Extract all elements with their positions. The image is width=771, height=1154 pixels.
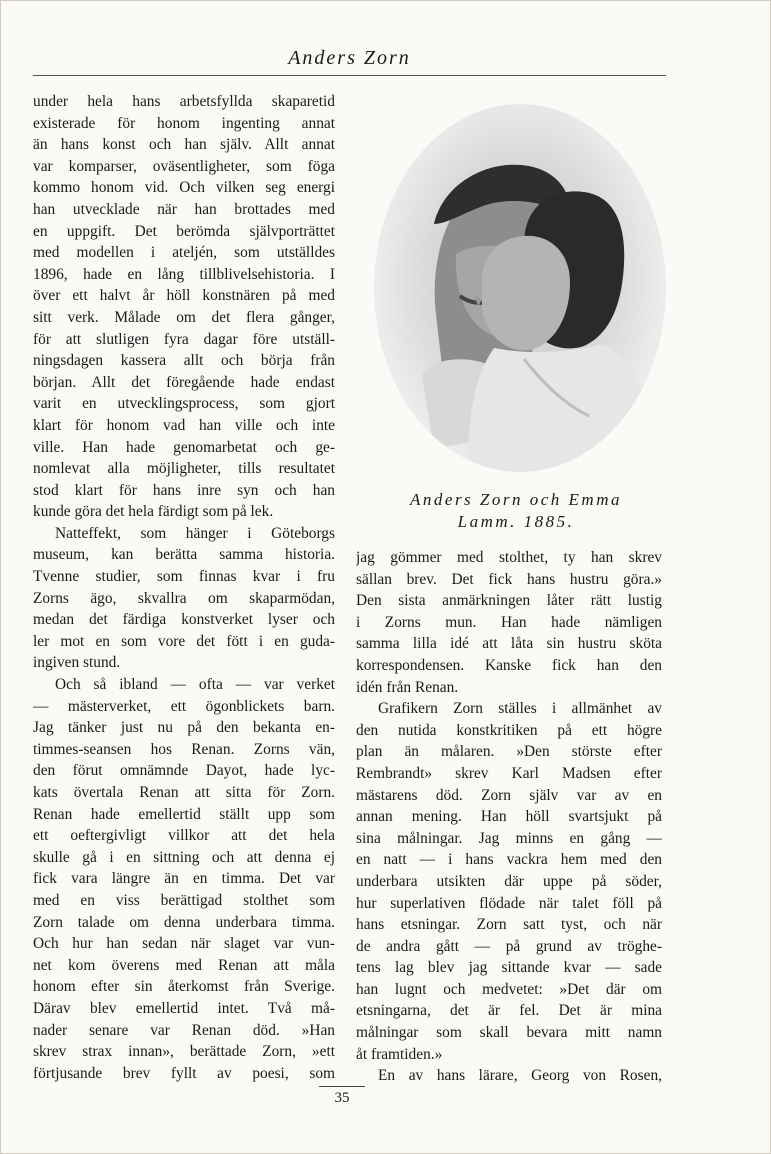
text-line: varit en utvecklingsprocess, som gjort xyxy=(33,395,335,413)
text-line: med modellen i ateljén, som utställdes xyxy=(33,244,335,262)
text-line: annan mening. Han höll svartsjukt på xyxy=(356,808,662,826)
text-line: en natt — i hans vackra hem med den xyxy=(356,851,662,869)
text-line: — mästerverket, ett ögonblickets barn. xyxy=(33,697,335,715)
text-line: han utvecklade när han brottades med xyxy=(33,200,335,218)
text-line: Den sista anmärkningen låter rätt lustig xyxy=(356,592,662,610)
portrait-photo xyxy=(374,104,666,472)
text-line: existerade för honom ingenting annat xyxy=(33,114,335,132)
text-line: sällan brev. Det fick hans hustru göra.» xyxy=(356,570,662,588)
text-line: Jag tänker just nu på den bekanta en- xyxy=(33,719,335,737)
text-line: underbara utsikten där uppe på söder, xyxy=(356,872,662,890)
text-line: ler mot en som vore det fött i en guda- xyxy=(33,632,335,650)
header-rule xyxy=(33,75,666,76)
text-line: medan det färdiga konstverket lyser och xyxy=(33,611,335,629)
text-line: museum, kan berätta samma historia. xyxy=(33,546,335,564)
text-line: åt framtiden.» xyxy=(356,1045,443,1063)
text-line: en uppgift. Det berömda självporträttet xyxy=(33,222,335,240)
text-line: han lugnt och medvetet: »Det där om xyxy=(356,980,662,998)
text-line: klart för honom vad han ville och inte xyxy=(33,416,335,434)
text-line: Därav blev emellertid intet. Två må- xyxy=(33,999,335,1017)
text-line: i Zorns mun. Han hade nämligen xyxy=(356,613,662,631)
text-line: den nutida konstkritiken på ett högre xyxy=(356,721,662,739)
left-text-column xyxy=(33,91,335,1084)
text-line: nomlevat alla möjligheter, tills resultatet xyxy=(33,460,335,478)
text-line: idén från Renan. xyxy=(356,678,459,696)
text-line: början. Allt det föregående hade endast xyxy=(33,373,335,391)
text-line: stod klart för hans inre syn och han xyxy=(33,481,335,499)
text-line: fick vara längre än en timma. Det var xyxy=(33,870,335,888)
text-line: Grafikern Zorn ställes i allmänhet av xyxy=(378,700,662,718)
text-line: tens lag blev jag sittande kvar — sade xyxy=(356,959,662,977)
right-text-column xyxy=(356,547,662,1087)
text-line: mästarens död. Zorn själv var av en xyxy=(356,786,662,804)
caption-line: Anders Zorn och Emma xyxy=(410,490,622,509)
text-line: med en viss berättigad stolthet som xyxy=(33,891,335,909)
text-line: de andra gått — på grund av tröghe- xyxy=(356,937,662,955)
text-line: förtjusande brev fyllt av poesi, som xyxy=(33,1064,335,1082)
text-line: sina målningar. Jag minns en gång — xyxy=(356,829,662,847)
text-line: etsningarna, det är fel. Det är mina xyxy=(356,1002,662,1020)
text-line: plan än målaren. »Den störste efter xyxy=(356,743,662,761)
page-number: 35 xyxy=(334,1090,350,1106)
text-line: Zorn talade om denna underbara timma. xyxy=(33,913,335,931)
text-line: Zorns ägo, skvallra om skaparmödan, xyxy=(33,589,335,607)
text-line: kunde göra det hela färdigt som på lek. xyxy=(33,503,274,521)
text-line: 1896, hade en lång tillblivelsehistoria. I xyxy=(33,265,335,283)
text-line: under hela hans arbetsfyllda skaparetid xyxy=(33,93,335,110)
text-line: än hans konst och han själv. Allt annat xyxy=(33,136,335,154)
text-line: skrev strax innan», berättade Zorn, »ett xyxy=(33,1043,335,1061)
text-line: En av hans lärare, Georg von Rosen, xyxy=(378,1067,662,1085)
text-line: ville. Han hade genomarbetat och ge- xyxy=(33,438,335,456)
text-line: Och hur han sedan när slaget var vun- xyxy=(33,935,335,953)
text-line: Rembrandt» skrev Karl Madsen efter xyxy=(356,764,662,782)
text-line: skulle gå i en sittning och att denna ej xyxy=(33,848,335,866)
text-line: kommo honom vid. Och vilken seg energi xyxy=(33,179,335,197)
text-line: målningar som skall bevara mitt namn xyxy=(356,1024,662,1042)
text-line: hur superlativen flödade när talet föll på xyxy=(356,894,662,912)
text-line: ingiven stund. xyxy=(33,654,121,672)
text-line: Renan hade emellertid ställt upp som xyxy=(33,805,335,823)
text-line: Tvenne studier, som finnas kvar i fru xyxy=(33,568,335,586)
running-header: Anders Zorn xyxy=(288,47,411,69)
text-line: över ett halvt år höll konstnären på med xyxy=(33,287,335,305)
text-line: kats övertala Renan att sitta för Zorn. xyxy=(33,784,335,801)
text-line: korrespondensen. Kanske fick han den xyxy=(356,656,662,674)
text-line: ningsdagen kassera allt och börja från xyxy=(33,352,335,370)
text-line: net kom överens med Renan att måla xyxy=(33,956,335,974)
portrait-illustration xyxy=(374,104,666,472)
caption-line: Lamm. 1885. xyxy=(457,512,575,531)
text-line: honom efter sin återkomst från Sverige. xyxy=(33,978,335,996)
text-line: för att slutligen fyra dagar före utställ- xyxy=(33,330,335,348)
text-line: timmes-seansen hos Renan. Zorns vän, xyxy=(33,740,335,758)
footer-rule xyxy=(319,1086,365,1087)
text-line: jag gömmer med stolthet, ty han skrev xyxy=(356,549,662,566)
text-line: Natteffekt, som hänger i Göteborgs xyxy=(55,524,335,542)
text-line: nader senare var Renan död. »Han xyxy=(33,1021,335,1039)
text-line: ett oeftergivligt villkor att det hela xyxy=(33,827,335,845)
photo-caption xyxy=(361,489,671,533)
text-line: Och så ibland — ofta — var verket xyxy=(55,676,335,694)
text-line: var komparser, oväsentligheter, som föga xyxy=(33,157,335,175)
text-line: sitt verk. Målade om det flera gånger, xyxy=(33,308,335,326)
text-line: samma lilla idé att låta sin hustru sköta xyxy=(356,635,662,653)
text-line: den förut omnämnde Dayot, hade lyc- xyxy=(33,762,335,780)
text-line: hans etsningar. Zorn satt tyst, och när xyxy=(356,916,662,934)
